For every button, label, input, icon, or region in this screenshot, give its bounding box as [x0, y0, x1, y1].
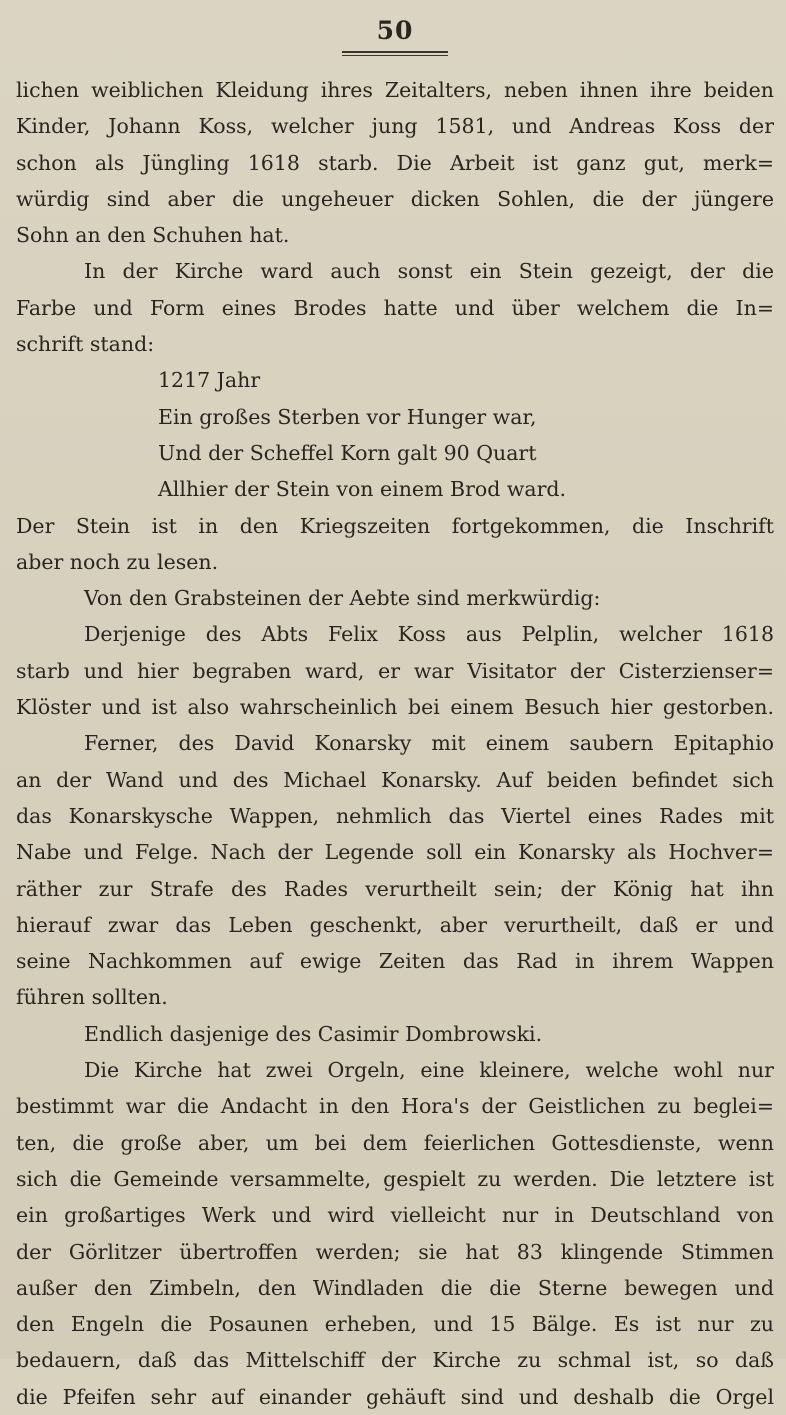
page-number: 50	[376, 16, 414, 45]
text-line: Endlich dasjenige des Casimir Dombrowski.	[84, 1021, 543, 1046]
text-line: sich die Gemeinde versammelte, gespielt zu werden. Die letztere ist	[16, 1166, 774, 1191]
text-line: räther zur Strafe des Rades verurtheilt sein; der König hat ihn	[16, 876, 774, 901]
text-line: würdig sind aber die ungeheuer dicken Sohlen, die der jüngere	[16, 186, 774, 211]
text-line: Nabe und Felge. Nach der Legende soll ein Konarsky als Hochver=	[16, 840, 774, 865]
text-line: den Engeln die Posaunen erheben, und 15 Bälge. Es ist nur zu	[16, 1312, 774, 1337]
text-line: In der Kirche ward auch sonst ein Stein gezeigt, der die	[84, 259, 774, 284]
text-line: führen sollten.	[16, 985, 168, 1010]
text-line: aber noch zu lesen.	[16, 549, 219, 574]
text-line: Ferner, des David Konarsky mit einem saubern Epitaphio	[84, 731, 774, 756]
page-header	[16, 10, 774, 72]
text-line: die Pfeifen sehr auf einander gehäuft sind und deshalb die Orgel	[16, 1384, 774, 1409]
text-line: Der Stein ist in den Kriegszeiten fortgekommen, die Inschrift	[16, 513, 774, 538]
text-line: lichen weiblichen Kleidung ihres Zeitalters, neben ihnen ihre beiden	[16, 78, 774, 102]
text-line: bedauern, daß das Mittelschiff der Kirche zu schmal ist, so daß	[16, 1348, 774, 1373]
text-line: Die Kirche hat zwei Orgeln, eine kleinere, welche wohl nur	[84, 1058, 774, 1083]
text-line: ten, die große aber, um bei dem feierlichen Gottesdienste, wenn	[16, 1130, 774, 1155]
text-line: Kinder, Johann Koss, welcher jung 1581, und Andreas Koss der	[16, 114, 774, 139]
text-line: an der Wand und des Michael Konarsky. Auf beiden befindet sich	[16, 767, 774, 792]
text-line: Ein großes Sterben vor Hunger war,	[158, 404, 537, 429]
text-line: Und der Scheffel Korn galt 90 Quart	[158, 440, 537, 465]
text-line: hierauf zwar das Leben geschenkt, aber verurtheilt, daß er und	[16, 912, 774, 937]
text-line: bestimmt war die Andacht in den Hora's der Geistlichen zu beglei=	[16, 1094, 774, 1119]
text-line: der Görlitzer übertroffen werden; sie hat 83 klingende Stimmen	[16, 1239, 774, 1264]
text-line: Allhier der Stein von einem Brod ward.	[158, 477, 567, 502]
text-line: ein großartiges Werk und wird vielleicht nur in Deutschland von	[16, 1203, 774, 1228]
text-line: schrift stand:	[16, 332, 155, 357]
text-line: das Konarskysche Wappen, nehmlich das Viertel eines Rades mit	[16, 803, 774, 828]
body-text	[16, 72, 774, 1415]
text-line: starb und hier begraben ward, er war Visitator der Cisterzienser=	[16, 658, 774, 683]
text-line: Derjenige des Abts Felix Koss aus Pelplin, welcher 1618	[84, 622, 774, 647]
text-line: Farbe und Form eines Brodes hatte und über welchem die In=	[16, 295, 774, 320]
header-rule	[342, 51, 448, 56]
text-line: seine Nachkommen auf ewige Zeiten das Rad in ihrem Wappen	[16, 949, 774, 974]
text-line: Von den Grabsteinen der Aebte sind merkwürdig:	[84, 586, 601, 611]
text-line: 1217 Jahr	[158, 368, 261, 393]
text-line: Sohn an den Schuhen hat.	[16, 223, 290, 248]
text-line: schon als Jüngling 1618 starb. Die Arbeit ist ganz gut, merk=	[16, 150, 774, 175]
text-line: Klöster und ist also wahrscheinlich bei einem Besuch hier gestorben.	[16, 695, 774, 720]
text-line: außer den Zimbeln, den Windladen die die Sterne bewegen und	[16, 1275, 774, 1300]
